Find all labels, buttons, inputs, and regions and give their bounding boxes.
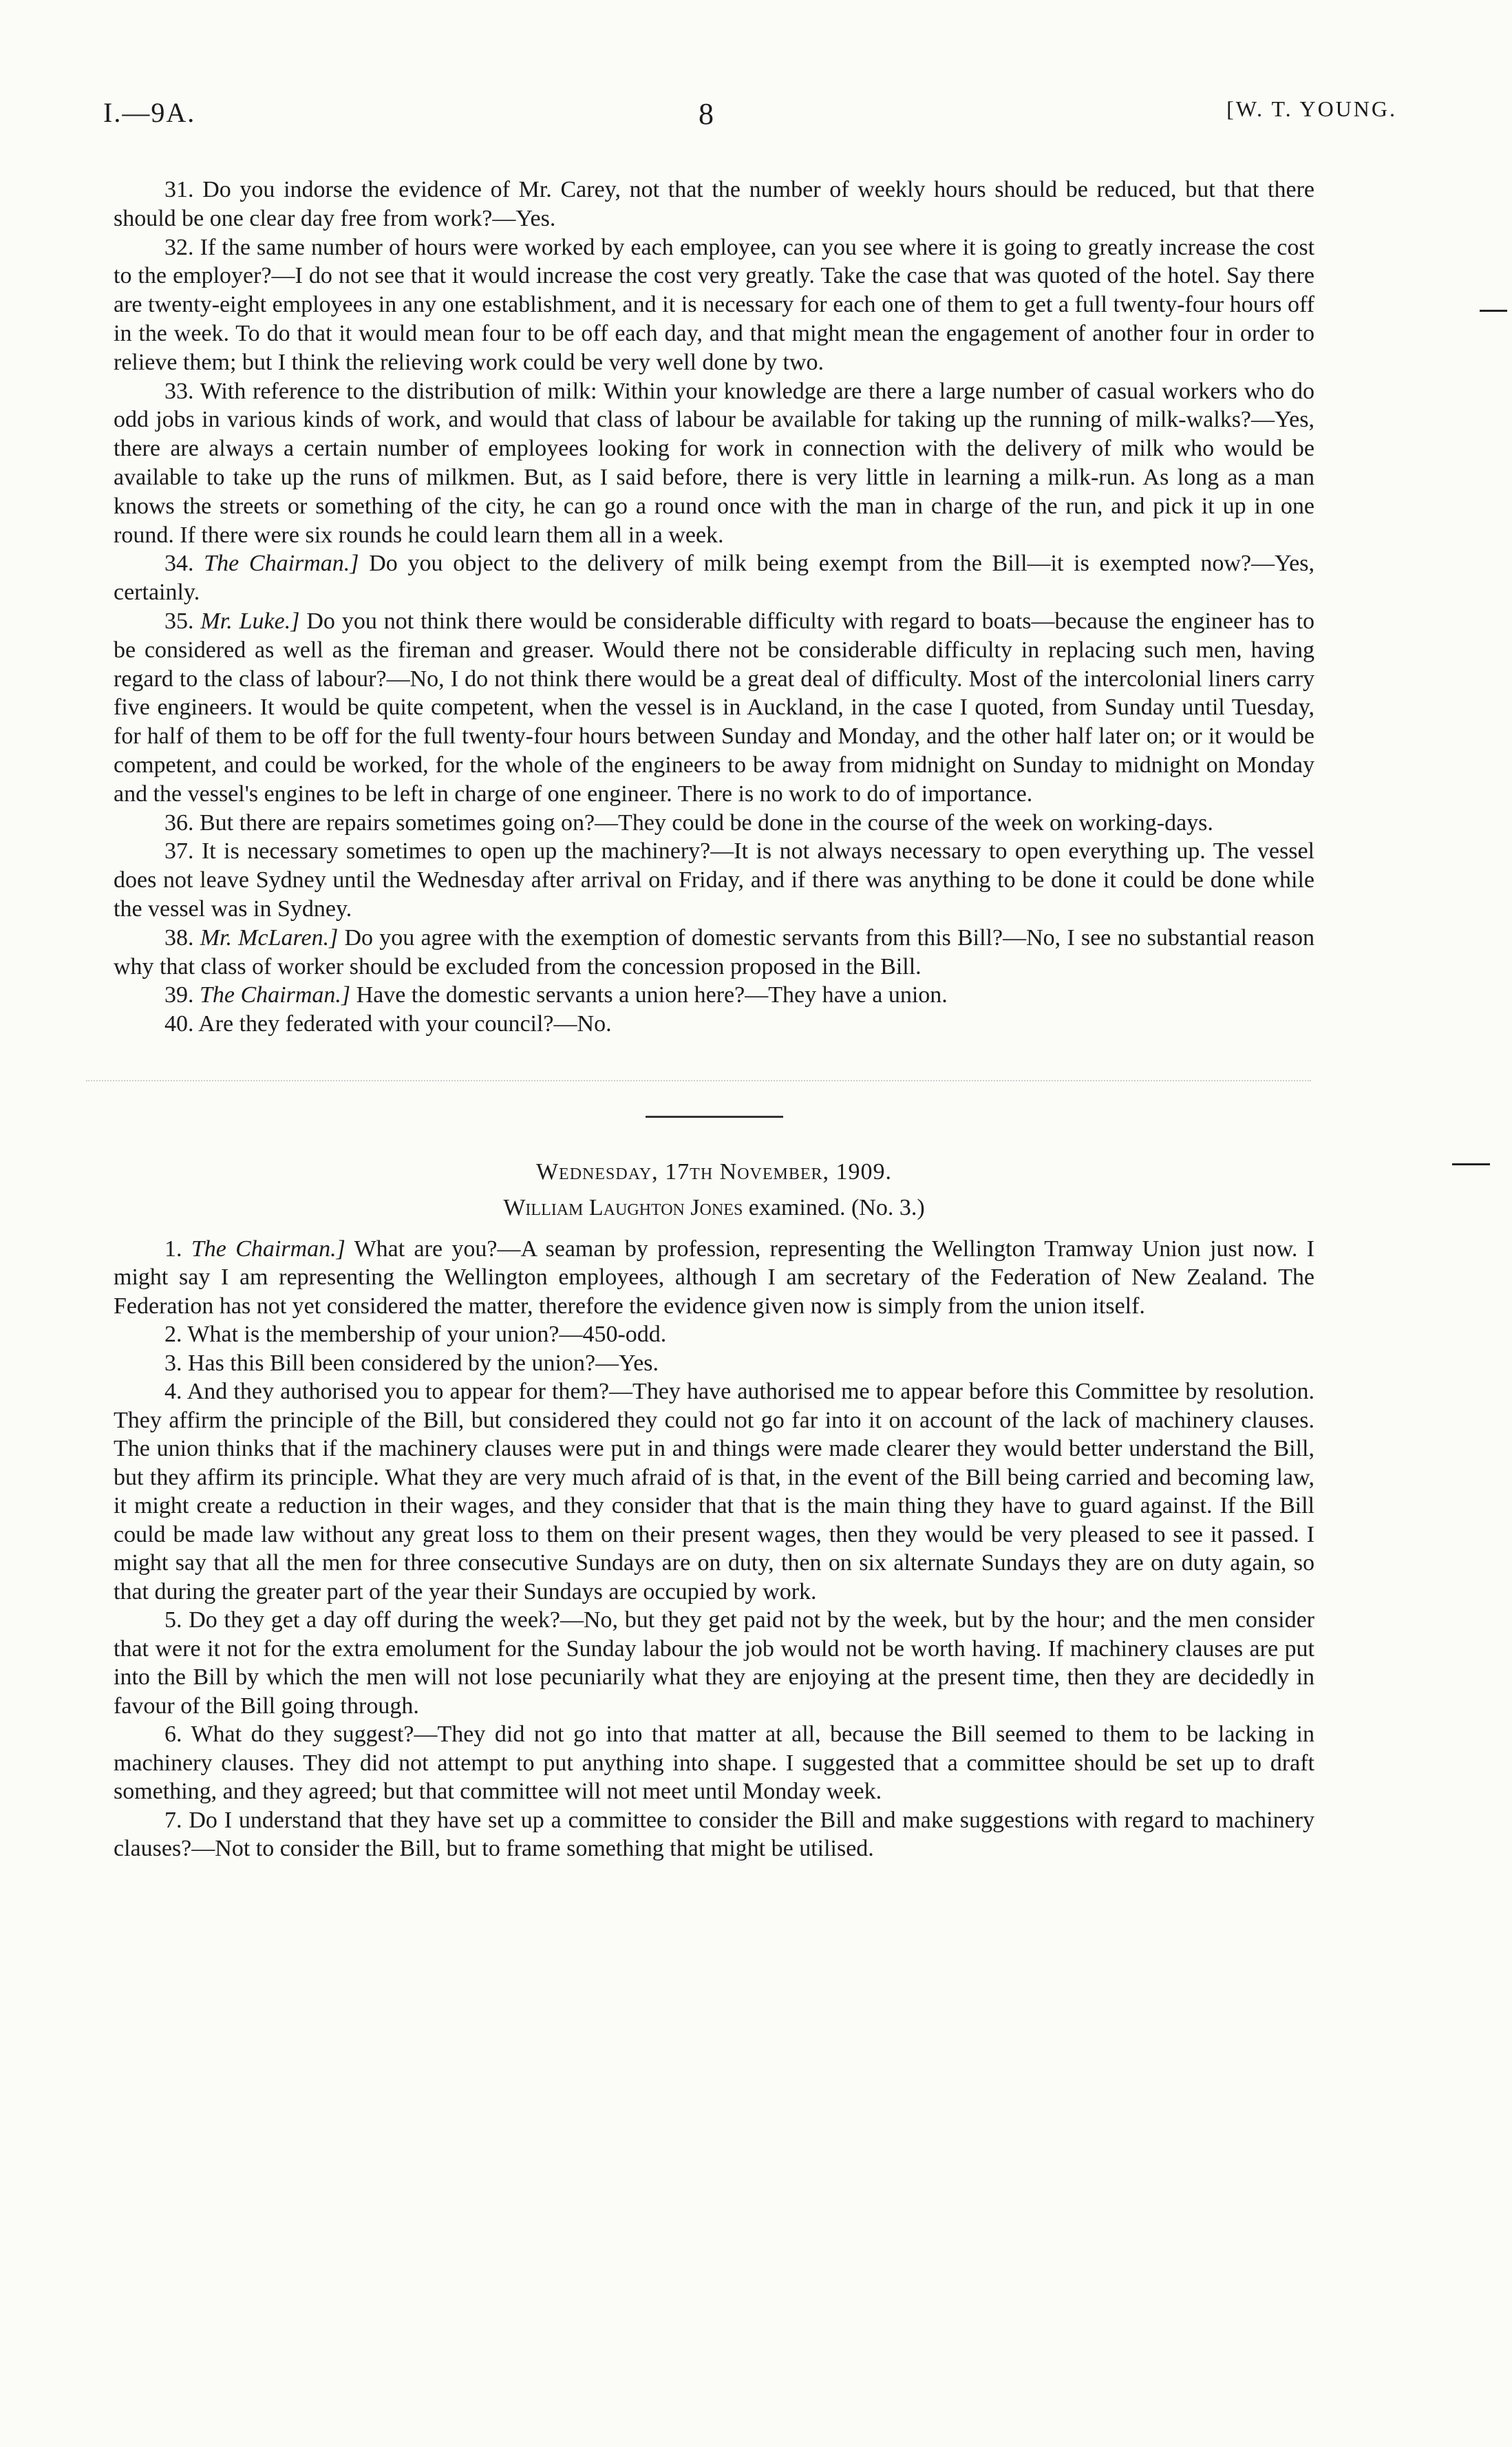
question-number: 35. [164,608,194,634]
question-paragraph [114,233,1314,377]
witness-name: William Laughton Jones [503,1194,743,1220]
question-number: 40. [164,1011,194,1037]
section-2-body [114,1235,1314,1863]
question-text: And they authorised you to appear for them?—They have authorised me to appear before this Committee by resolution. They affirm the principle of the Bill, but considered they could not go far into it on account of the lack of machinery clauses. The union thinks that if the machinery clauses were put in and things were made clearer they would better understand the Bill, but they affirm its principle. What they are very much afraid of is that, in the event of the Bill being carried and becoming law, it might create a reduction in their wages, and they consider that that is the main thing they have to guard against. If the Bill could be made law without any great loss to them on their present wages, then they would be very pleased to see it passed. I might say that all the men for three consecutive Sundays are on duty, then on six alternate Sundays they are on duty again, so that during the greater part of the year their Sundays are occupied by work. [114,1379,1315,1604]
page-header [103,96,1397,138]
question-paragraph [114,1720,1314,1806]
question-text: But there are repairs sometimes going on?—They could be done in the course of the week on working-days. [200,809,1213,836]
question-number: 7. [164,1807,182,1833]
question-number: 6. [164,1722,182,1748]
question-paragraph [114,1606,1314,1720]
question-text: Have the domestic servants a union here?—They have a union. [356,982,948,1008]
question-paragraph [114,1010,1314,1039]
question-paragraph [114,1377,1314,1606]
question-text: Do you object to the delivery of milk being exempt from the Bill—it is exempted now?—Yes, certainly. [114,551,1315,606]
question-text: Do they get a day off during the week?—No, but they get paid not by the week, but by the hour; and the men consider that were it not for the extra emolument for the Sunday labour the job would not be worth having. If machinery clauses are put into the Bill by which the men will not lose pecuniarily what they are enjoying at the present time, then they are decidedly in favour of the Bill going through. [114,1607,1315,1719]
document-page [103,96,1397,1863]
question-paragraph [114,924,1314,982]
paper-reference: I.—9A. [103,97,196,128]
margin-mark [1452,1163,1490,1165]
question-paragraph [114,837,1314,923]
question-number: 2. [164,1322,182,1348]
speaker-label: The Chairman.] [191,1236,345,1262]
question-number: 38. [164,924,194,951]
question-number: 1. [164,1236,182,1262]
question-number: 5. [164,1607,182,1633]
question-text: Do you agree with the exemption of domestic servants from this Bill?—No, I see no substantial reason why that class of worker should be excluded from the concession proposed in the Bill. [114,924,1315,979]
question-paragraph [114,1349,1314,1378]
question-number: 37. [164,838,194,865]
question-text: Do I understand that they have set up a committee to consider the Bill and make suggestions with regard to machinery clauses?—Not to consider the Bill, but to frame something that might be utilised. [114,1807,1314,1862]
question-paragraph [114,809,1314,838]
question-number: 36. [164,809,194,836]
question-text: With reference to the distribution of milk: Within your knowledge are there a large number of casual workers who do odd jobs in various kinds of work, and would that class of labour be available for taking up the running of milk-walks?—Yes, there are always a certain number of employees looking for work in connection with the delivery of milk who would be available to take up the runs of milkmen. But, as I said before, there is very little in learning a milk-run. As long as a man knows the streets or something of the city, he can go a round once with the man in charge of the run, and pick it up in one round. If there were six rounds he could learn them all in a week. [114,378,1315,548]
section-1-body [114,176,1314,1039]
date-heading: Wednesday, 17th November, 1909. [535,1158,893,1185]
question-text: What are you?—A seaman by profession, representing the Wellington Tramway Union just now. I might say I am representing the Wellington employees, although I am secretary of the Federation of New Zealand. The Federation has not yet considered the matter, therefore the evidence given now is simply from the union itself. [114,1236,1314,1319]
question-number: 39. [164,982,194,1008]
question-paragraph [114,1235,1314,1321]
question-number: 33. [164,378,194,404]
question-number: 31. [164,177,194,202]
question-paragraph [114,1806,1314,1863]
question-text: Do you not think there would be considerable difficulty with regard to boats—because the engineer has to be considered as well as the fireman and greaser. Would there not be considerable difficulty in replacing such men, having regard to the class of labour?—No, I do not think there would be a great deal of difficulty. Most of the intercolonial liners carry five engineers. It would be quite competent, when the vessel is in Auckland, in the case I quoted, from Sunday until Tuesday, for half of them to be off for the full twenty-four hours between Sunday and Monday, and the other half later on; or it would be competent, and could be worked, for the whole of the engineers to be away from midnight on Sunday to midnight on Monday and the vessel's engines to be left in charge of one engineer. There is no work to do of importance. [114,608,1315,807]
speaker-label: Mr. McLaren.] [200,924,339,951]
speaker-label: The Chairman.] [204,551,359,577]
question-number: 3. [164,1350,182,1376]
question-text: It is necessary sometimes to open up the machinery?—It is not always necessary to open everything up. The vessel does not leave Sydney until the Wednesday after arrival on Friday, and if there was anything to be done it could be done while the vessel was in Sydney. [114,838,1314,922]
question-number: 34. [164,551,194,577]
witness-suffix: examined. (No. 3.) [748,1194,925,1220]
question-number: 4. [164,1379,182,1405]
question-paragraph [114,176,1314,233]
faint-divider [86,1080,1311,1081]
speaker-label: The Chairman.] [200,982,351,1008]
question-text: Has this Bill been considered by the union?—Yes. [188,1350,659,1376]
question-paragraph [114,549,1314,607]
witness-heading [114,1195,1314,1221]
question-number: 32. [164,234,194,260]
question-text: What do they suggest?—They did not go into that matter at all, because the Bill seemed to them to be lacking in machinery clauses. They did not attempt to put anything into shape. I suggested that a committee should be set up to draft something, and they agreed; but that committee will not meet until Monday week. [114,1722,1314,1805]
question-text: Do you indorse the evidence of Mr. Carey, not that the number of weekly hours should be reduced, but that there should be one clear day free from work?—Yes. [114,177,1314,231]
page-number: 8 [699,97,714,131]
question-text: What is the membership of your union?—450-odd. [187,1322,667,1348]
question-paragraph [114,377,1314,550]
question-paragraph [114,981,1314,1010]
speaker-label: Mr. Luke.] [200,608,300,634]
margin-mark [1480,310,1507,312]
question-text: Are they federated with your council?—No. [198,1011,612,1037]
question-paragraph [114,1320,1314,1349]
question-text: If the same number of hours were worked by each employee, can you see where it is going to greatly increase the cost to the employer?—I do not see that it would increase the cost very greatly. Take the case that was quoted of the hotel. Say there are twenty-eight employees in any one establishment, and it is necessary for each one of them to get a full twenty-four hours off in the week. To do that it would mean four to be off each day, and that might mean the engagement of another four in order to relieve them; but I think the relieving work could be very well done by two. [114,234,1315,375]
witness-header: [W. T. YOUNG. [1226,96,1397,121]
question-paragraph [114,607,1314,809]
section-rule [646,1116,783,1118]
